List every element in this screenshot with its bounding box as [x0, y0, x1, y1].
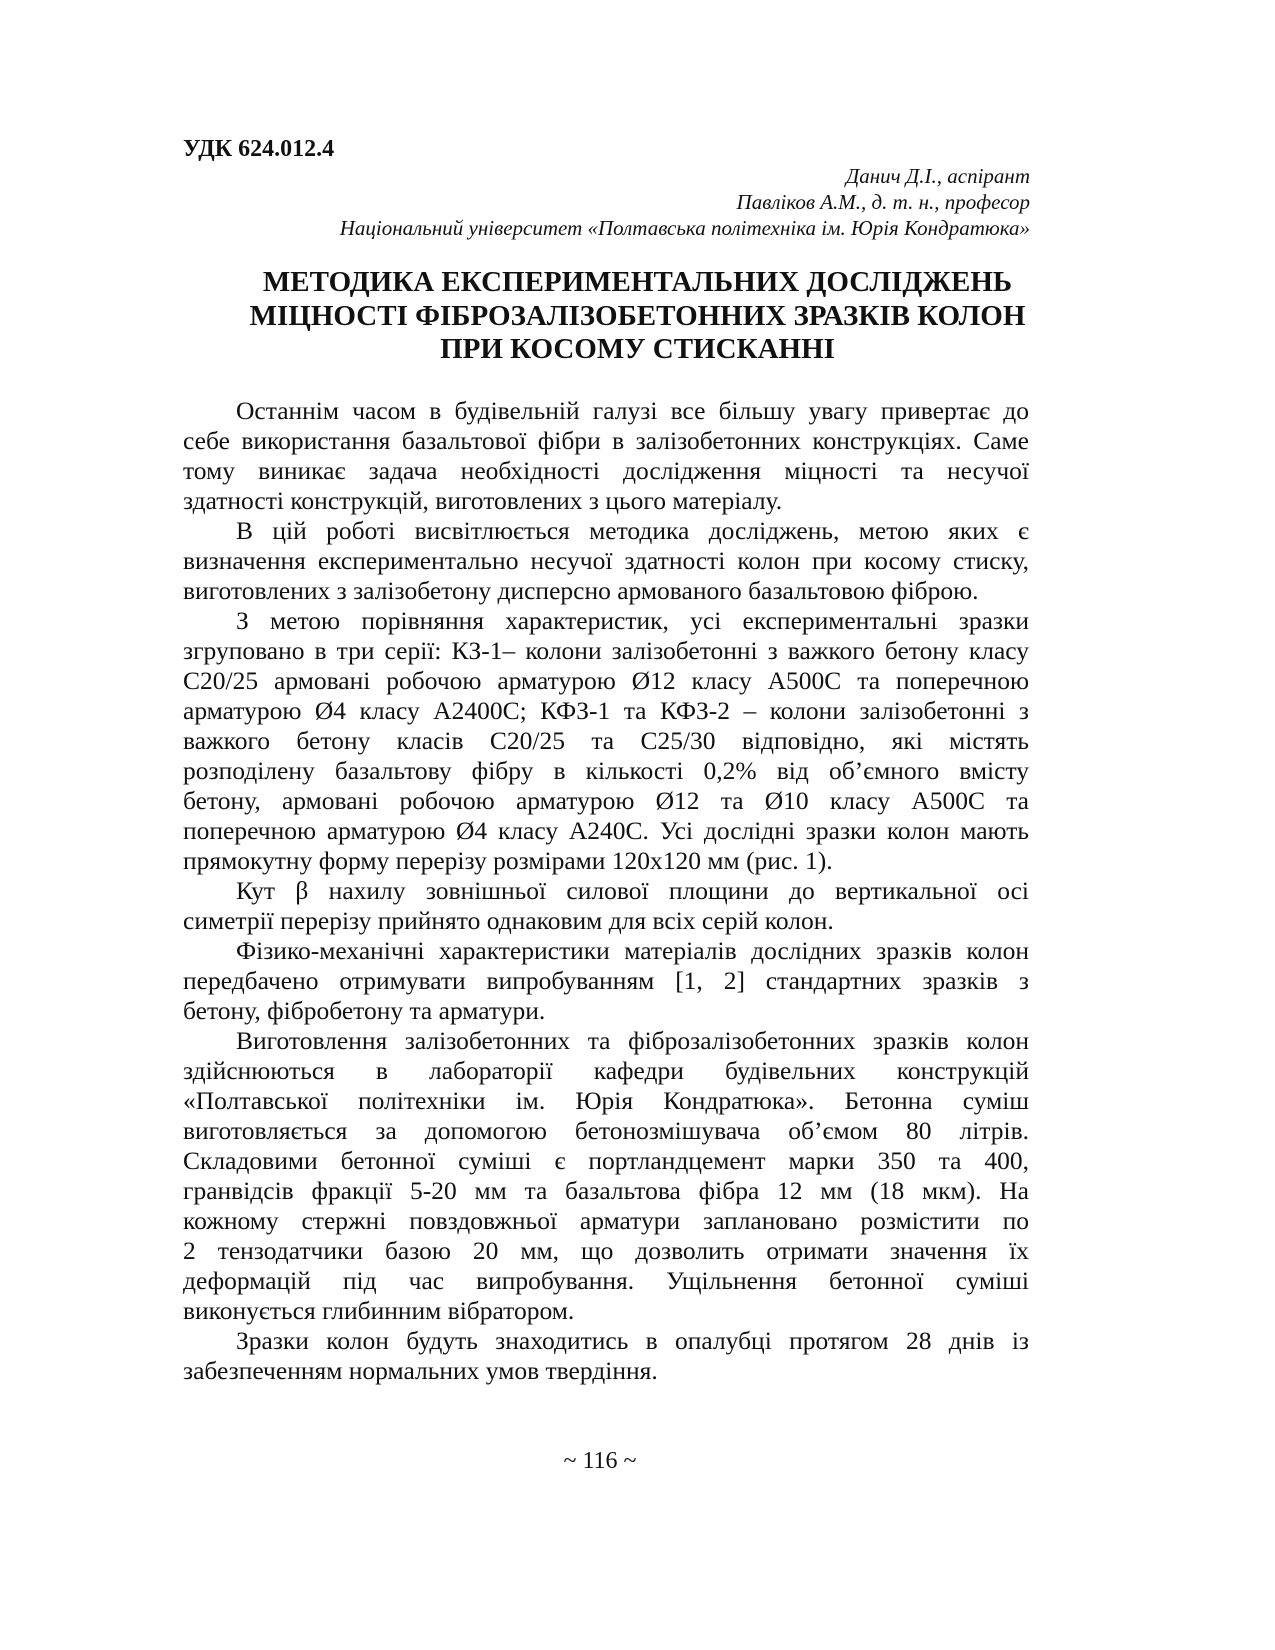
- text-line: В цій роботі висвітлюється методика досліджень, метою яких є: [236, 516, 1029, 545]
- affiliation: Національний університет «Полтавська політехніка ім. Юрія Кондратюка»: [339, 216, 1030, 240]
- text-line: виготовляється за допомогою бетонозмішувача об’ємом 80 літрів.: [183, 1116, 1029, 1145]
- text-line: передбачено отримувати випробуванням [1, 2] стандартних зразків з: [183, 966, 1029, 995]
- text-line: гранвідсів фракції 5-20 мм та базальтова фібра 12 мм (18 мкм). На: [183, 1176, 1029, 1205]
- text-line: визначення експериментально несучої здатності колон при косому стиску,: [183, 546, 1029, 575]
- text-line: виконується глибинним вібратором.: [183, 1296, 575, 1325]
- text-line: Зразки колон будуть знаходитись в опалубці протягом 28 днів із: [236, 1326, 1029, 1355]
- author-2: Павліков А.М., д. т. н., професор: [736, 190, 1030, 214]
- text-line: Останнім часом в будівельній галузі все більшу увагу привертає до: [236, 396, 1029, 425]
- text-line: деформацій під час випробування. Ущільнення бетонної суміші: [183, 1266, 1029, 1295]
- title-line: МІЦНОСТІ ФІБРОЗАЛІЗОБЕТОННИХ ЗРАЗКІВ КОЛОН: [249, 299, 1026, 332]
- page-number: ~ 116 ~: [563, 1448, 637, 1474]
- text-line: здатності конструкцій, виготовлених з цього матеріалу.: [183, 486, 783, 515]
- text-line: виготовлених з залізобетону дисперсно армованого базальтовою фіброю.: [183, 576, 979, 605]
- text-line: Виготовлення залізобетонних та фіброзалізобетонних зразків колон: [236, 1026, 1029, 1055]
- text-line: поперечною арматурою Ø4 класу А240С. Усі дослідні зразки колон мають: [183, 816, 1029, 845]
- text-line: забезпеченням нормальних умов твердіння.: [183, 1356, 658, 1385]
- text-line: арматурою Ø4 класу А2400С; КФЗ-1 та КФЗ-2 – колони залізобетонні з: [183, 696, 1029, 725]
- text-line: симетрії перерізу прийнято однаковим для всіх серій колон.: [183, 906, 834, 935]
- paragraph: [183, 396, 1029, 516]
- text-line: здійснюються в лабораторії кафедри будівельних конструкцій: [183, 1056, 1029, 1085]
- title-line: МЕТОДИКА ЕКСПЕРИМЕНТАЛЬНИХ ДОСЛІДЖЕНЬ: [262, 266, 1013, 298]
- paragraph: [183, 876, 1029, 936]
- text-line: тому виникає задача необхідності дослідження міцності та несучої: [183, 456, 1029, 485]
- text-line: С20/25 армовані робочою арматурою Ø12 класу А500С та поперечною: [183, 666, 1029, 695]
- text-line: 2 тензодатчики базою 20 мм, що дозволить отримати значення їх: [183, 1236, 1029, 1265]
- text-line: Кут β нахилу зовнішньої силової площини до вертикальної осі: [236, 876, 1029, 905]
- text-line: бетону, фібробетону та арматури.: [183, 996, 546, 1025]
- paragraph: [183, 1326, 1029, 1386]
- text-line: важкого бетону класів С20/25 та С25/30 відповідно, які містять: [183, 726, 1029, 755]
- text-line: згруповано в три серії: КЗ-1– колони залізобетонні з важкого бетону класу: [183, 636, 1029, 665]
- paragraph: [183, 1026, 1029, 1326]
- text-line: Складовими бетонної суміші є портландцемент марки 350 та 400,: [183, 1146, 1029, 1175]
- article-body: [183, 396, 1029, 1386]
- text-line: прямокутну форму перерізу розмірами 120х120 мм (рис. 1).: [183, 846, 833, 875]
- text-line: себе використання базальтової фібри в залізобетонних конструкціях. Саме: [183, 426, 1029, 455]
- udc-code: УДК 624.012.4: [183, 136, 335, 162]
- paragraph: [183, 936, 1029, 1026]
- text-line: розподілену базальтову фібру в кількості 0,2% від об’ємного вмісту: [183, 756, 1029, 785]
- authors-block: [340, 163, 1030, 241]
- title-line: ПРИ КОСОМУ СТИСКАННІ: [440, 333, 835, 365]
- text-line: бетону, армовані робочою арматурою Ø12 та Ø10 класу А500С та: [183, 786, 1029, 815]
- text-line: Фізико-механічні характеристики матеріалів дослідних зразків колон: [236, 936, 1029, 965]
- author-1: Данич Д.І., аспірант: [845, 164, 1030, 188]
- text-line: «Полтавської політехніки ім. Юрія Кондратюка». Бетонна суміш: [183, 1086, 1029, 1115]
- text-line: кожному стержні повздовжньої арматури заплановано розмістити по: [183, 1206, 1029, 1235]
- paragraph: [183, 606, 1029, 876]
- paragraph: [183, 516, 1029, 606]
- article-title: [150, 266, 1125, 367]
- text-line: З метою порівняння характеристик, усі експериментальні зразки: [236, 606, 1029, 635]
